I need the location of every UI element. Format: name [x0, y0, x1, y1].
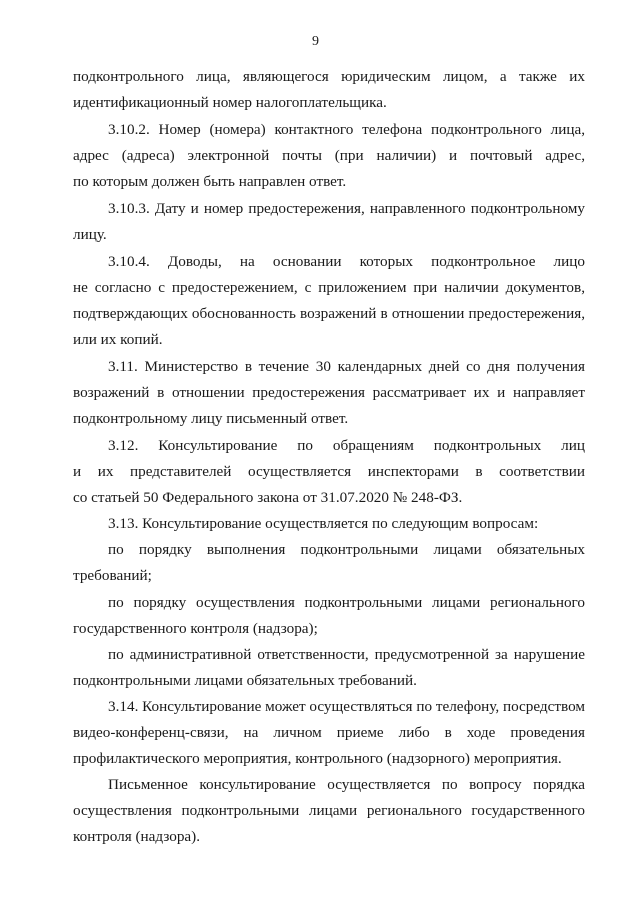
text-line: подтверждающих обоснованность возражений в отношении предостережения,	[73, 305, 585, 322]
text-line: по порядку осуществления подконтрольными лицами регионального	[108, 594, 585, 611]
text-line: лицу.	[73, 226, 107, 243]
page-number: 9	[312, 34, 319, 49]
text-line: 3.14. Консультирование может осуществляться по телефону, посредством	[108, 698, 586, 715]
text-line: требований;	[73, 567, 152, 584]
text-line: или их копий.	[73, 331, 163, 348]
text-line: 3.10.3. Дату и номер предостережения, направленного подконтрольному	[108, 200, 585, 217]
text-line: государственного контроля (надзора);	[73, 620, 318, 637]
text-line: по которым должен быть направлен ответ.	[73, 173, 347, 190]
text-line: возражений в отношении предостережения рассматривает их и направляет	[73, 384, 585, 401]
text-line: 3.12. Консультирование по обращениям подконтрольных лиц	[108, 437, 585, 454]
text-line: профилактического мероприятия, контрольного (надзорного) мероприятия.	[73, 750, 562, 767]
text-line: подконтрольному лицу письменный ответ.	[73, 410, 349, 427]
text-line: 3.10.2. Номер (номера) контактного телефона подконтрольного лица,	[108, 121, 585, 138]
text-line: контроля (надзора).	[73, 828, 201, 845]
text-line: Письменное консультирование осуществляется по вопросу порядка	[108, 776, 585, 793]
text-line: видео-конференц-связи, на личном приеме либо в ходе проведения	[73, 724, 585, 741]
text-line: 3.13. Консультирование осуществляется по следующим вопросам:	[108, 515, 539, 532]
text-line: 3.10.4. Доводы, на основании которых подконтрольное лицо	[108, 253, 585, 270]
text-line: по порядку выполнения подконтрольными лицами обязательных	[108, 541, 585, 558]
text-line: со статьей 50 Федерального закона от 31.07.2020 № 248-ФЗ.	[73, 489, 463, 506]
text-line: подконтрольного лица, являющегося юридическим лицом, а также их	[73, 68, 585, 85]
text-line: адрес (адреса) электронной почты (при наличии) и почтовый адрес,	[73, 147, 585, 164]
text-line: подконтрольными лицами обязательных требований.	[73, 672, 417, 689]
text-line: не согласно с предостережением, с приложением при наличии документов,	[73, 279, 585, 296]
text-line: по административной ответственности, предусмотренной за нарушение	[108, 646, 585, 663]
text-line: и их представителей осуществляется инспекторами в соответствии	[73, 463, 585, 480]
text-line: идентификационный номер налогоплательщика.	[73, 94, 387, 111]
text-line: 3.11. Министерство в течение 30 календарных дней со дня получения	[108, 358, 585, 375]
text-line: осуществления подконтрольными лицами регионального государственного	[73, 802, 585, 819]
